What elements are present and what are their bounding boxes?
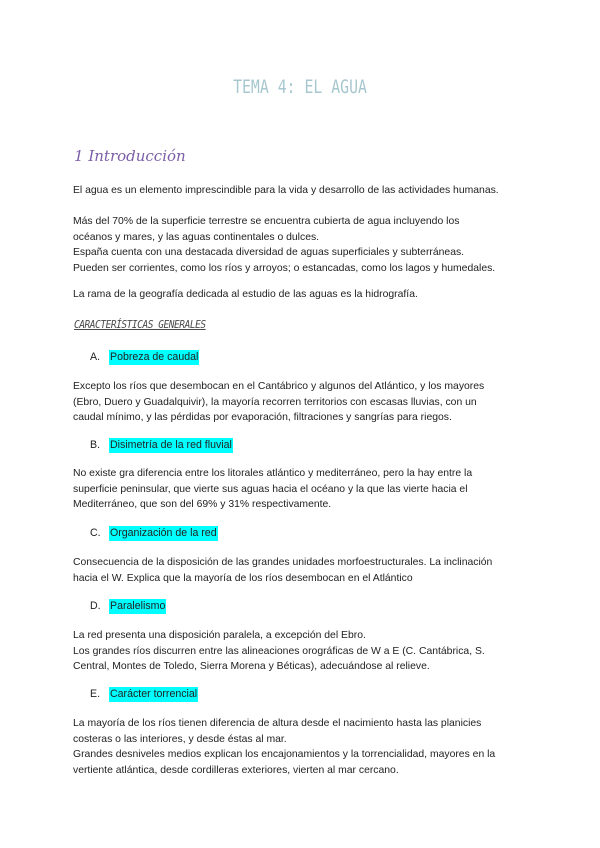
text-line: Central, Montes de Toledo, Sierra Morena y Béticas), adecuándose al relieve. — [73, 661, 430, 672]
item-d-paragraph — [73, 628, 543, 675]
highlighted-label: Paralelismo — [110, 600, 166, 612]
section-number: 1 — [74, 147, 84, 165]
list-marker: A. — [90, 351, 101, 363]
text-line: No existe gra diferencia entre los litorales atlántico y mediterráneo, pero la hay entre la — [73, 468, 473, 479]
item-b-paragraph — [73, 466, 543, 513]
text-line: hacia el W. Explica que la mayoría de los ríos desembocan en el Atlántico — [73, 572, 413, 584]
list-item-b — [90, 438, 233, 453]
document-title: TEMA 4: EL AGUA — [233, 76, 367, 98]
text-line: Mediterráneo, que son del 69% y 31% respectivamente. — [73, 499, 332, 510]
text-line: océanos y mares, y las aguas continentales o dulces. — [73, 231, 320, 243]
intro-paragraph-3 — [73, 287, 543, 303]
section-title: Introducción — [88, 147, 186, 165]
item-e-paragraph — [73, 716, 543, 778]
intro-paragraph-2 — [73, 214, 543, 276]
characteristics-subheading: CARACTERÍSTICAS GENERALES — [74, 318, 206, 331]
highlighted-label: Disimetría de la red fluvial — [110, 439, 232, 451]
text-line: (Ebro, Duero y Guadalquivir), la mayoría recorren territorios con escasas lluvias, con un — [73, 396, 477, 408]
text-line: superficie peninsular, que vierte sus aguas hacia el océano y la que las vierte hacia el — [73, 483, 468, 495]
highlighted-label: Carácter torrencial — [110, 688, 198, 700]
text-line: Grandes desniveles medios explican los encajonamientos y la torrencialidad, mayores en la — [73, 749, 496, 760]
text-line: caudal mínimo, y las pérdidas por evaporación, filtraciones y sangrías para riegos. — [73, 412, 452, 423]
section-heading — [74, 147, 186, 165]
text-line: La red presenta una disposición paralela, a excepción del Ebro. — [73, 630, 366, 641]
list-item-d — [90, 599, 166, 614]
text-line: España cuenta con una destacada diversidad de aguas superficiales y subterráneas. — [73, 247, 465, 258]
text-line: La mayoría de los ríos tienen diferencia de altura desde el nacimiento hasta las planicies — [73, 718, 482, 729]
list-item-e — [90, 687, 198, 702]
text-line: Los grandes ríos discurren entre las alineaciones orográficas de W a E (C. Cantábrica, S. — [73, 645, 485, 657]
list-marker: C. — [90, 527, 101, 539]
list-marker: E. — [90, 688, 101, 700]
text-line: costeras o las interiores, y desde éstas al mar. — [73, 733, 287, 745]
text-line: Consecuencia de la disposición de las grandes unidades morfoestructurales. La inclinación — [73, 557, 493, 568]
text-line: Pueden ser corrientes, como los ríos y arroyos; o estancadas, como los lagos y humedales. — [73, 262, 496, 274]
list-item-a — [90, 350, 199, 365]
intro-paragraph-1 — [73, 183, 543, 199]
item-c-paragraph — [73, 555, 543, 586]
item-a-paragraph — [73, 379, 543, 426]
text-line: Más del 70% de la superficie terrestre se encuentra cubierta de agua incluyendo los — [73, 216, 460, 227]
highlighted-label: Organización de la red — [110, 527, 217, 539]
text-line: vertiente atlántica, desde cordilleras exteriores, vierten al mar cercano. — [73, 764, 399, 776]
list-item-c — [90, 526, 218, 541]
text-line: Excepto los ríos que desembocan en el Cantábrico y algunos del Atlántico, y los mayores — [73, 381, 485, 392]
text-line: La rama de la geografía dedicada al estudio de las aguas es la hidrografía. — [73, 289, 418, 300]
text-line: El agua es un elemento imprescindible para la vida y desarrollo de las actividades humanas. — [73, 185, 499, 196]
list-marker: D. — [90, 600, 101, 612]
highlighted-label: Pobreza de caudal — [110, 351, 199, 363]
list-marker: B. — [90, 439, 101, 451]
